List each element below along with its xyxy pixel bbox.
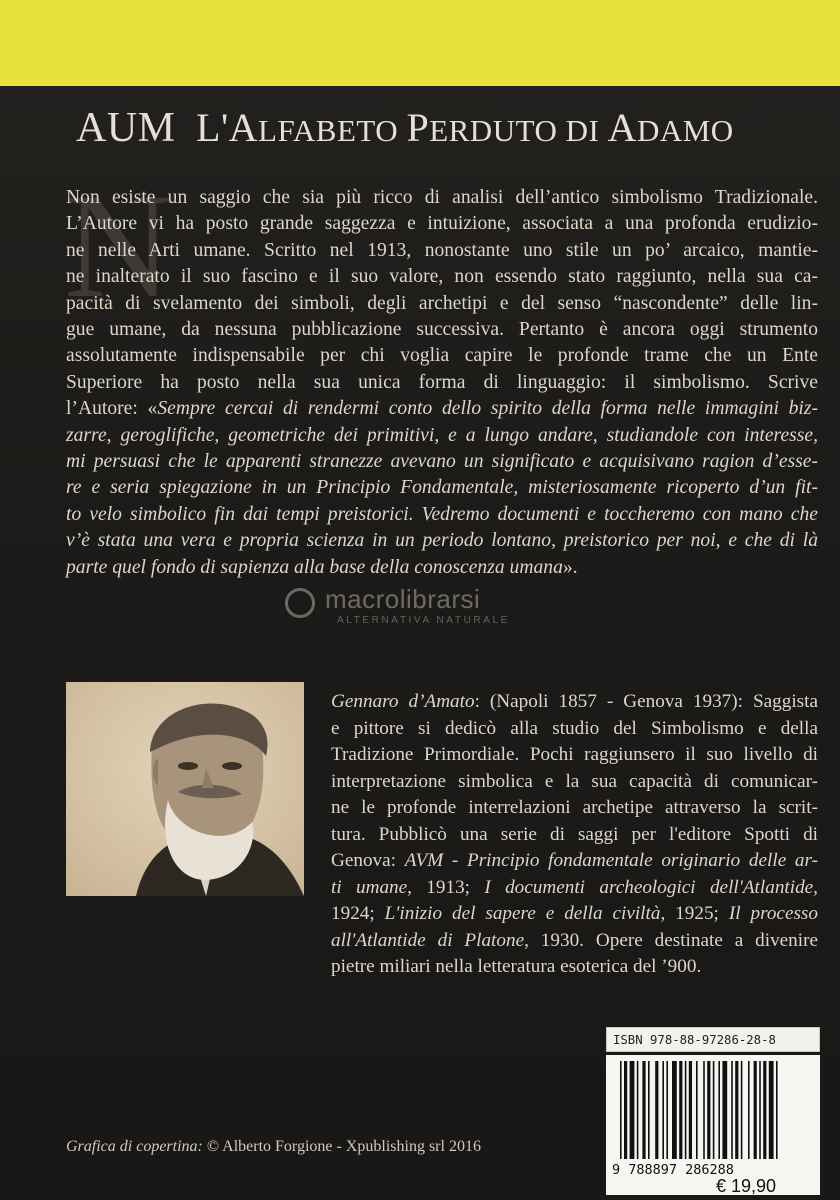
isbn-label: ISBN 978-88-97286-28-8 [606, 1027, 820, 1052]
barcode-bar [754, 1061, 757, 1159]
description-quote-line: mi persuasi che le apparenti stranezze avevano un significato e acquisivano ragion d’esse- [66, 451, 818, 473]
description-line: ne inalterato il suo fascino e il suo valore, non essendo stato raggiunto, nella sua ca- [66, 266, 818, 288]
barcode [606, 1055, 820, 1195]
barcode-bar [620, 1061, 622, 1159]
bio-line: pietre miliari nella letteratura esoterica del ’900. [331, 956, 702, 977]
barcode-bar [679, 1061, 682, 1159]
description-quote-line: parte quel fondo di sapienza alla base della conoscenza umana». [66, 556, 578, 578]
bio-line: tura. Pubblicò una serie di saggi per l'editore Spotti di [331, 823, 818, 845]
watermark-tagline: ALTERNATIVA NATURALE [337, 615, 510, 626]
bio-line: all'Atlantide di Platone, 1930. Opere destinate a divenire [331, 929, 819, 951]
portrait-illustration [66, 682, 304, 896]
barcode-bar [713, 1061, 715, 1159]
barcode-bar [642, 1061, 645, 1159]
barcode-bar [637, 1061, 639, 1159]
cover-credit: Grafica di copertina: © Alberto Forgione - Xpublishing srl 2016 [66, 1138, 481, 1155]
barcode-bar [748, 1061, 750, 1159]
macrolibrarsi-watermark [285, 584, 585, 634]
description-line: pacità di svelamento dei simboli, degli archetipi e del senso “nascondente” delle lin- [66, 292, 818, 314]
barcode-bar [630, 1061, 635, 1159]
yellow-top-band [0, 0, 840, 86]
author-name: Gennaro d’Amato [331, 691, 475, 712]
barcode-bar [696, 1061, 698, 1159]
description-line: L’Autore vi ha posto grande saggezza e intuizione, associata a una profonda erudizio- [66, 213, 818, 235]
barcode-bar [731, 1061, 733, 1159]
bio-line: ne le profonde interrelazioni archetipe attraverso la scrit- [331, 797, 818, 818]
description-line: Superiore ha posto nella sua unica forma di linguaggio: il simbolismo. Scrive [66, 371, 818, 393]
bio-line: Tradizione Primordiale. Pochi raggiunsero il suo livello di [331, 744, 818, 765]
bio-line: 1924; L'inizio del sapere e della civiltà, 1925; Il processo [331, 903, 818, 924]
barcode-bar [689, 1061, 692, 1159]
description-quote-line: to velo simbolico fin dai tempi preistorici. Vedremo documenti e toccheremo con mano che [66, 503, 818, 525]
barcode-bar [722, 1061, 727, 1159]
watermark-brand: macrolibrarsi [325, 584, 481, 614]
decorative-dropcap: N [64, 163, 173, 329]
barcode-bar [735, 1061, 738, 1159]
description-quote-line: re e seria spiegazione in un Principio Fondamentale, misteriosamente ricoperto d’un fit- [66, 477, 818, 499]
barcode-panel [606, 1055, 820, 1195]
barcode-bar [672, 1061, 677, 1159]
description-line: gue umane, da nessuna pubblicazione successiva. Pertanto è ancora oggi strumento [66, 319, 818, 341]
barcode-bar [707, 1061, 710, 1159]
title-aum: AUM [76, 105, 176, 151]
barcode-bar [666, 1061, 668, 1159]
barcode-bar [741, 1061, 743, 1159]
description-line: Non esiste un saggio che sia più ricco di analisi dell’antico simbolismo Tradizionale. [66, 187, 818, 208]
bio-line: Genova: AVM - Principio fondamentale originario delle ar- [331, 850, 818, 871]
barcode-bar [718, 1061, 720, 1159]
description-quote-line: zarre, geroglifiche, geometriche dei primitivi, e a lungo andare, studiandole con interesse, [66, 424, 818, 446]
description-line: ne nelle Arti umane. Scritto nel 1913, nonostante uno stile un po’ arcaico, mantie- [66, 239, 818, 261]
barcode-bar [703, 1061, 705, 1159]
price: € 19,90 [716, 1176, 777, 1195]
bio-line: Gennaro d’Amato: (Napoli 1857 - Genova 1937): Saggista [331, 691, 818, 712]
book-title: AUM L'ALFABETO PERDUTO DI ADAMO [76, 105, 734, 151]
description-quote-line: l’Autore: «Sempre cercai di rendermi conto dello spirito della forma nelle immagini biz- [66, 398, 818, 420]
bio-line: e pittore si dedicò alla studio del Simbolismo e della [331, 717, 818, 739]
description-quote-line: v’è stata una vera e propria scienza in un periodo lontano, preistorico per noi, e che di là [66, 530, 818, 552]
author-portrait [66, 682, 304, 896]
bio-line: interpretazione simbolica e la sua capacità di comunicar- [331, 770, 818, 792]
barcode-bar [655, 1061, 658, 1159]
barcode-bars [620, 1061, 778, 1159]
barcode-bar [759, 1061, 761, 1159]
barcode-bar [763, 1061, 766, 1159]
barcode-bar [648, 1061, 650, 1159]
author-biography [331, 689, 818, 981]
description-line: assolutamente indispensabile per chi voglia capire le profonde trame che un Ente [66, 345, 818, 367]
bio-line: ti umane, 1913; I documenti archeologici dell'Atlantide, [331, 876, 818, 898]
barcode-bar [624, 1061, 627, 1159]
barcode-bar [769, 1061, 774, 1159]
barcode-digits: 9 788897 286288 [612, 1162, 734, 1178]
barcode-bar [662, 1061, 664, 1159]
book-description [64, 163, 818, 581]
barcode-bar [776, 1061, 778, 1159]
leaf-logo-icon [285, 588, 315, 618]
barcode-bar [685, 1061, 687, 1159]
